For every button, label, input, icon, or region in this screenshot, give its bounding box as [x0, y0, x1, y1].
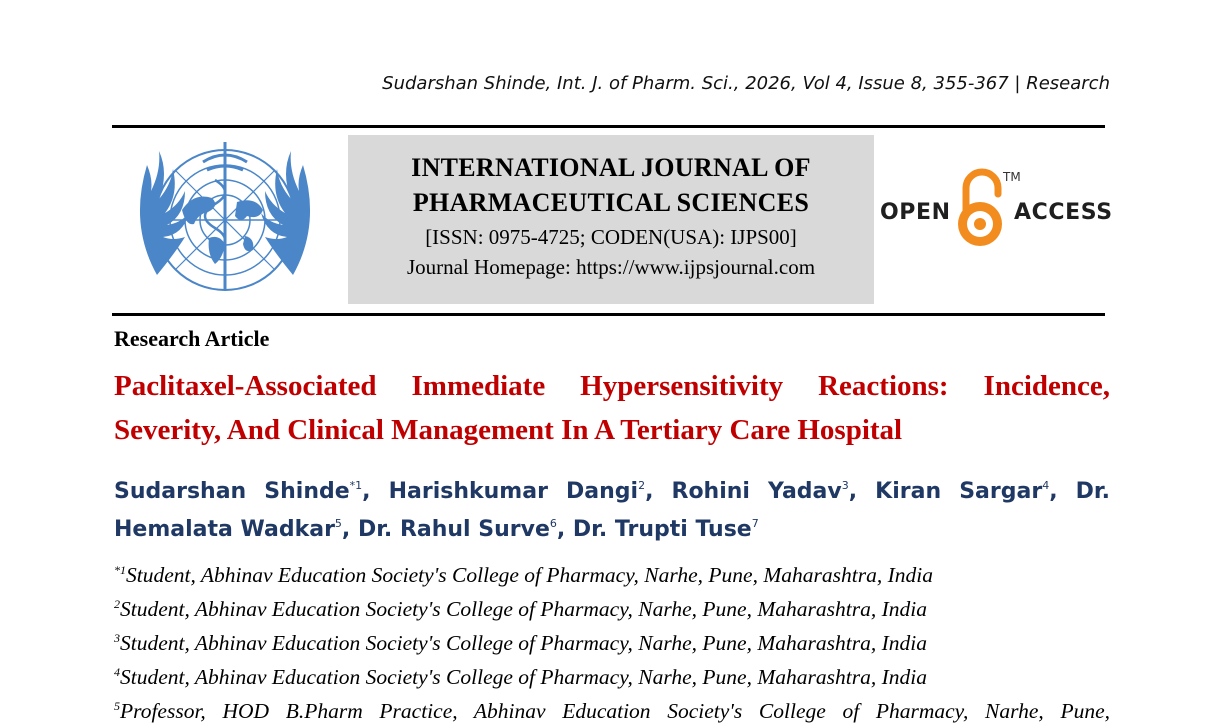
author-item: [875, 479, 1075, 504]
author-affiliation-mark: 6: [549, 517, 557, 530]
affiliation-line: [114, 556, 1110, 590]
article-type-label: Research Article: [114, 326, 270, 351]
author-item: [573, 517, 759, 542]
author-name: Sudarshan Shinde: [114, 479, 350, 504]
affiliation-mark: *1: [114, 563, 126, 577]
author-name: Dr. Trupti Tuse: [572, 517, 752, 542]
affiliation-text: Professor, HOD B.Pharm Practice, Abhinav Education Society's College of Pharmacy, Narhe, Pune,: [120, 699, 1110, 723]
affiliation-mark: 5: [114, 699, 120, 713]
author-name: Kiran Sargar: [875, 479, 1043, 504]
author-affiliation-mark: 7: [751, 517, 759, 530]
author-list: [114, 470, 1110, 546]
author-affiliation-mark: 3: [841, 479, 849, 492]
author-separator: ,: [1049, 479, 1076, 504]
author-name: Dr. Hemalata Wadkar: [114, 479, 1110, 542]
affiliation-mark: 2: [114, 597, 120, 611]
author-separator: ,: [341, 517, 358, 542]
affiliation-line: [114, 658, 1110, 692]
author-item: [672, 479, 876, 504]
open-access-word-access: ACCESS: [1014, 200, 1113, 225]
affiliation-text: Student, Abhinav Education Society's College of Pharmacy, Narhe, Pune, Maharashtra, India: [120, 631, 927, 655]
author-separator: ,: [645, 479, 672, 504]
author-separator: ,: [556, 517, 573, 542]
journal-name-line2: PHARMACEUTICAL SCIENCES: [412, 188, 810, 217]
affiliation-text: Student, Abhinav Education Society's College of Pharmacy, Narhe, Pune, Maharashtra, India: [126, 563, 933, 587]
affiliation-mark: 4: [114, 665, 120, 679]
affiliation-text: Student, Abhinav Education Society's College of Pharmacy, Narhe, Pune, Maharashtra, India: [120, 597, 927, 621]
header-top-rule: [112, 125, 1105, 128]
author-name: Rohini Yadav: [671, 479, 842, 504]
open-access-word-open: OPEN: [880, 200, 951, 225]
affiliation-text: Student, Abhinav Education Society's College of Pharmacy, Narhe, Pune, Maharashtra, India: [120, 665, 927, 689]
author-item: [389, 479, 672, 504]
header-bottom-rule: [112, 313, 1105, 316]
journal-issn: [ISSN: 0975-4725; CODEN(USA): IJPS00]: [425, 225, 797, 249]
affiliation-line: [114, 624, 1110, 658]
journal-name-line1: INTERNATIONAL JOURNAL OF: [411, 153, 811, 182]
journal-info-box: [348, 135, 874, 304]
affiliation-mark: 3: [114, 631, 120, 645]
affiliation-list: [114, 556, 1110, 726]
author-item: [358, 517, 573, 542]
author-name: Harishkumar Dangi: [388, 479, 639, 504]
un-emblem-logo: [127, 140, 323, 306]
author-item: [114, 479, 389, 504]
author-separator: ,: [362, 479, 389, 504]
author-affiliation-mark: *1: [349, 479, 363, 492]
affiliation-line: [114, 692, 1110, 726]
citation-header: Sudarshan Shinde, Int. J. of Pharm. Sci., 2026, Vol 4, Issue 8, 355-367 | Research: [382, 73, 1110, 94]
affiliation-line: [114, 590, 1110, 624]
author-name: Dr. Rahul Surve: [357, 517, 550, 542]
author-affiliation-mark: 4: [1042, 479, 1050, 492]
trademark-mark: TM: [1003, 170, 1021, 184]
article-title: Paclitaxel-Associated Immediate Hypersensitivity Reactions: Incidence, Severity, And Clinical Management In A Tertiary Care Hospital: [114, 370, 1110, 446]
open-access-logo: [880, 166, 1113, 252]
author-affiliation-mark: 5: [334, 517, 342, 530]
journal-homepage[interactable]: Journal Homepage: https://www.ijpsjournal.com: [406, 255, 816, 279]
author-affiliation-mark: 2: [638, 479, 646, 492]
author-separator: ,: [848, 479, 876, 504]
